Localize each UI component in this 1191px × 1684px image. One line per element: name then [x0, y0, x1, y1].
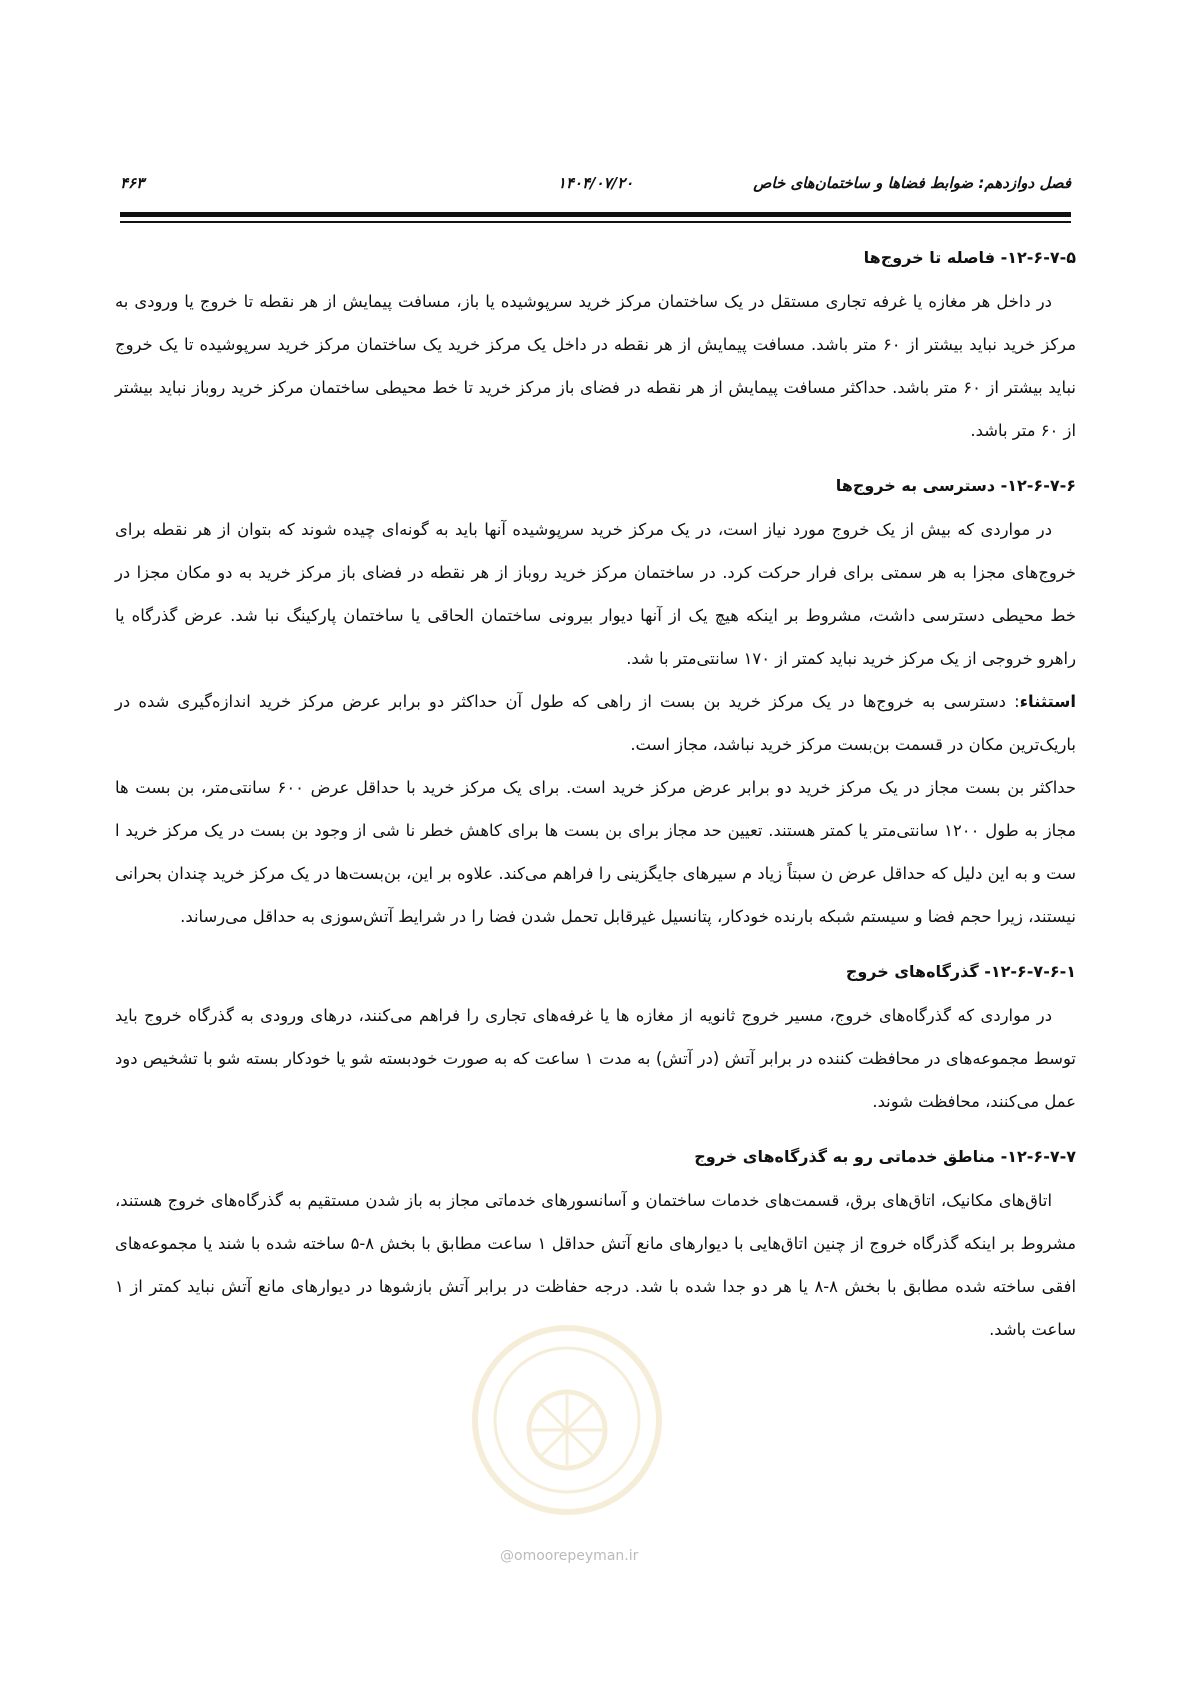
header-date: ۱۴۰۴/۰۷/۲۰ [557, 174, 634, 192]
paragraph: اتاق‌های مکانیک، اتاق‌های برق، قسمت‌های خدمات ساختمان و آسانسورهای خدماتی مجاز به باز شدن مستقیم به گذرگاه‌های خروج هستند، مشروط بر اینکه گذرگاه خروج از چنین اتاق‌هایی با دیوارهای مانع آتش حداقل ۱ ساعت مطابق با بخش ۸-۵ ساخته شده با شند یا مجموعه‌های افقی ساخته شده مطابق با بخش ۸-۸ یا هر دو جدا شده با شد. درجه حفاظت در برابر آتش بازشوها در دیوارهای مانع آتش نباید کمتر از ۱ ساعت باشد. [115, 1191, 1077, 1339]
exception-paragraph [115, 680, 1076, 766]
section-heading: ۱۲-۶-۷-۶-۱- گذرگاه‌های خروج [845, 962, 1076, 981]
section-distance-to-exits [115, 244, 1076, 452]
watermark-text: @omoorepeyman.ir [500, 1548, 639, 1564]
page-content [115, 244, 1076, 1371]
section-access-to-exits [115, 472, 1076, 938]
section-exit-passageways [115, 958, 1076, 1123]
section-heading: ۱۲-۶-۷-۶- دسترسی به خروج‌ها [835, 476, 1076, 495]
paragraph: در مواردی که گذرگاه‌های خروج، مسیر خروج ثانویه از مغازه ها یا غرفه‌های تجاری را فراهم می‌کنند، درهای ورودی به گذرگاه خروج باید توسط مجموعه‌های در محافظت کننده در برابر آتش (در آتش) به مدت ۱ ساعت که به صورت خودبسته شو یا خودکار بسته شو با تشخیص دود عمل می‌کنند، محافظت شوند. [115, 1006, 1076, 1111]
paragraph: در مواردی که بیش از یک خروج مورد نیاز است، در یک مرکز خرید سرپوشیده آنها باید به گونه‌ای چیده شوند که بتوان از هر نقطه برای خروج‌های مجزا به هر سمتی برای فرار حرکت کرد. در ساختمان مرکز خرید روباز از هر نقطه در فضای باز مرکز خرید به دو مکان مجزا در خط محیطی دسترسی داشت، مشروط بر اینکه هیچ یک از آنها دیوار بیرونی ساختمان الحاقی یا ساختمان پارکینگ نبا شد. عرض گذرگاه یا راهرو خروجی از یک مرکز خرید نباید کمتر از ۱۷۰ سانتی‌متر با شد. [115, 520, 1076, 668]
section-service-areas [115, 1143, 1076, 1351]
section-heading: ۱۲-۶-۷-۵- فاصله تا خروج‌ها [863, 248, 1076, 267]
exception-text: : دسترسی به خروج‌ها در یک مرکز خرید بن بست از راهی که طول آن حداکثر دو برابر عرض مرکز خرید اندازه‌گیری شده در باریک‌ترین مکان در قسمت بن‌بست مرکز خرید نباشد، مجاز است. [115, 692, 1076, 754]
page-number: ۴۶۳ [120, 174, 145, 192]
paragraph: حداکثر بن بست مجاز در یک مرکز خرید دو برابر عرض مرکز خرید است. برای یک مرکز خرید با حداقل عرض ۶۰۰ سانتی‌متر، بن بست ها مجاز به طول ۱۲۰۰ سانتی‌متر یا کمتر هستند. تعیین حد مجاز برای بن بست ها برای کاهش خطر نا شی از وجود بن بست در یک مرکز خرید ا ست و به این دلیل که حداقل عرض ن سبتاً زیاد م سیرهای جایگزینی را فراهم می‌کند. علاوه بر این، بن‌بست‌ها در یک مرکز خرید چندان بحرانی نیستند، زیرا حجم فضا و سیستم شبکه بارنده خودکار، پتانسیل غیرقابل تحمل شدن فضا را در شرایط آتش‌سوزی به حداقل می‌رساند. [115, 778, 1076, 926]
header-rule-thin [120, 221, 1071, 223]
exception-label: استثناء [1019, 692, 1076, 711]
chapter-title: فصل دوازدهم: ضوابط فضاها و ساختمان‌های خاص [753, 174, 1071, 192]
page-header [120, 174, 1071, 202]
header-rule-thick [120, 212, 1071, 217]
section-heading: ۱۲-۶-۷-۷- مناطق خدماتی رو به گذرگاه‌های خروج [694, 1147, 1076, 1166]
paragraph: در داخل هر مغازه یا غرفه تجاری مستقل در یک ساختمان مرکز خرید سرپوشیده یا باز، مسافت پیمایش از هر نقطه تا خروج یا ورودی به مرکز خرید نباید بیشتر از ۶۰ متر باشد. مسافت پیمایش از هر نقطه در داخل یک مرکز خرید یک ساختمان مرکز خرید سرپوشیده تا یک خروج نباید بیشتر از ۶۰ متر باشد. حداکثر مسافت پیمایش از هر نقطه در فضای باز مرکز خرید تا خط محیطی ساختمان مرکز خرید روباز نباید بیشتر از ۶۰ متر باشد. [115, 292, 1076, 440]
